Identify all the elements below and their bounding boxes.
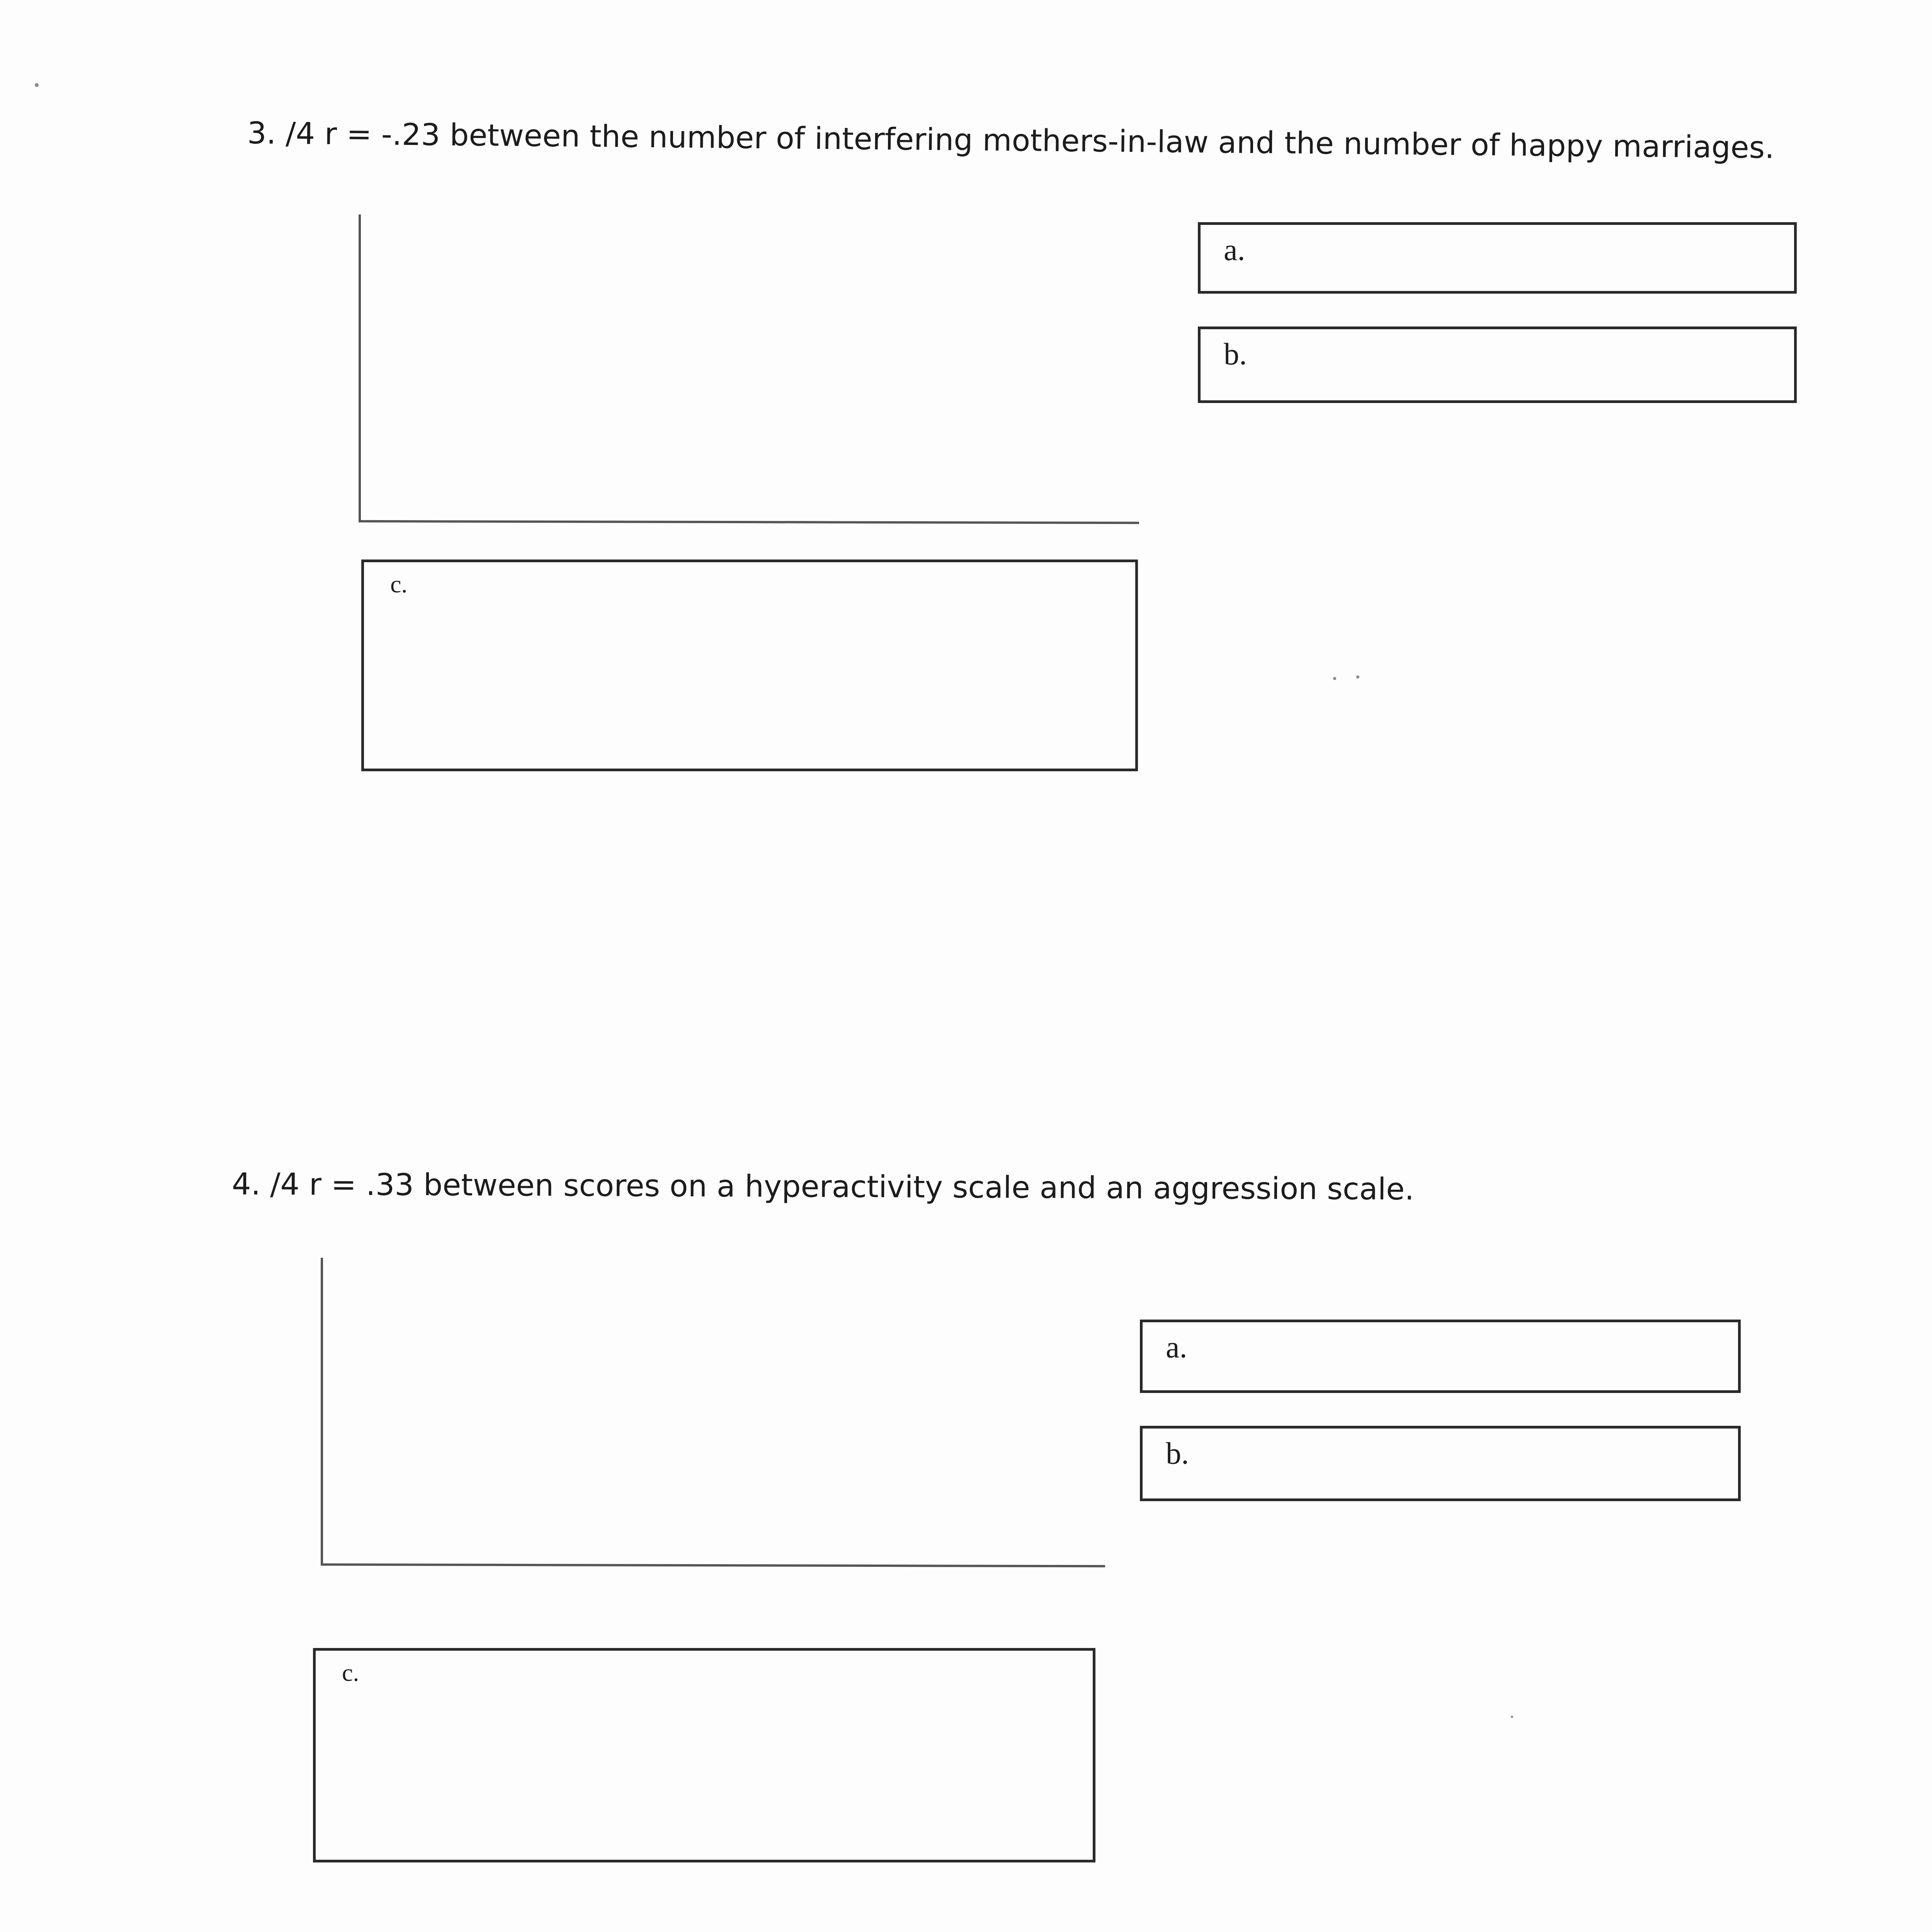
question-4-answer-a-label: a.: [1166, 1330, 1187, 1364]
question-3-answer-a-box[interactable]: [1198, 222, 1797, 294]
question-3-prompt: 3. /4 r = -.23 between the number of interfering mothers-in-law and the number of happy marriages.: [247, 116, 1775, 165]
question-3-answer-c-box[interactable]: [361, 560, 1138, 771]
question-4-answer-c-box[interactable]: [313, 1648, 1095, 1862]
question-3-answer-b-box[interactable]: [1198, 327, 1797, 403]
question-3-answer-a-label: a.: [1224, 233, 1245, 267]
question-3-graph-x-axis: [359, 520, 1139, 524]
question-4-answer-b-box[interactable]: [1140, 1426, 1741, 1501]
question-4-prompt: 4. /4 r = .33 between scores on a hyperactivity scale and an aggression scale.: [231, 1167, 1415, 1207]
question-3-answer-b-label: b.: [1224, 337, 1247, 371]
scan-speck: [1356, 675, 1359, 679]
question-4-answer-b-label: b.: [1166, 1437, 1189, 1471]
question-3-graph-y-axis: [359, 214, 361, 522]
question-3-answer-c-label: c.: [390, 570, 408, 598]
question-4-answer-a-box[interactable]: [1140, 1320, 1741, 1393]
question-4-graph-x-axis: [321, 1563, 1105, 1567]
scan-speck: [35, 83, 39, 87]
scan-speck: [1333, 677, 1336, 680]
question-4-answer-c-label: c.: [342, 1659, 359, 1686]
question-4-graph-y-axis: [321, 1258, 323, 1565]
scan-speck: [1511, 1716, 1513, 1718]
